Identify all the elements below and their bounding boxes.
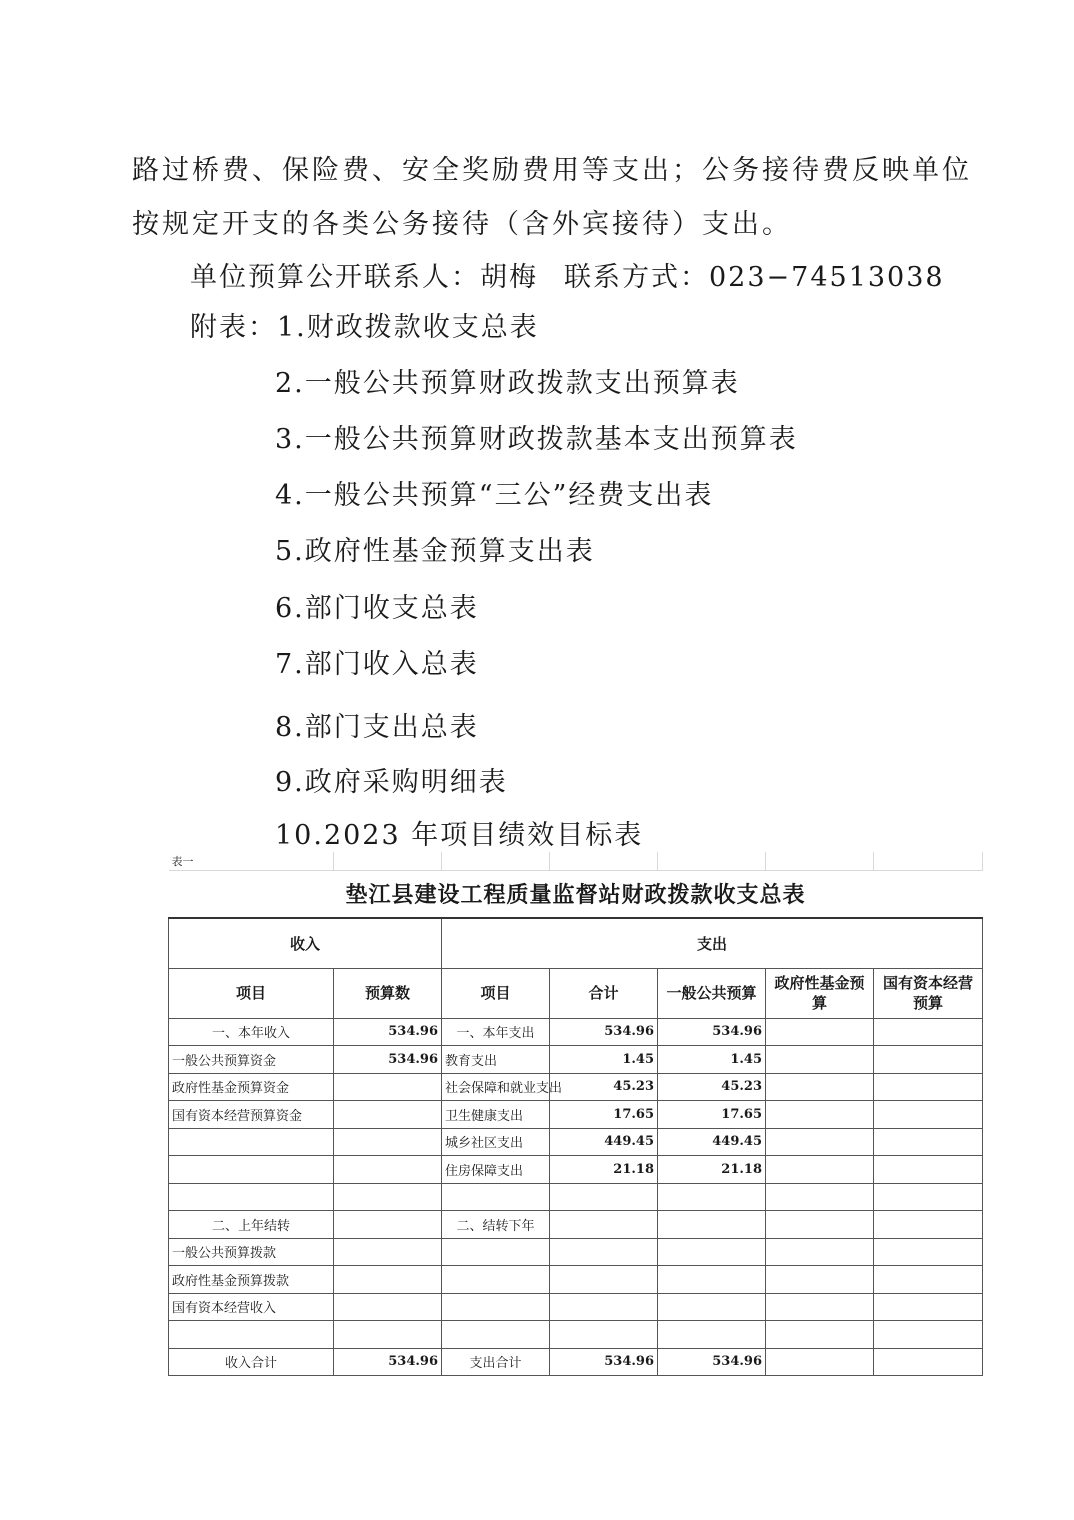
table-cell — [874, 1046, 983, 1074]
table-cell: 1.45 — [550, 1046, 658, 1074]
table-cell: 城乡社区支出 — [442, 1128, 550, 1156]
table-cell — [766, 1101, 874, 1129]
table-cell — [550, 1211, 658, 1239]
table-cell: 534.96 — [334, 1018, 442, 1046]
table-row — [169, 1321, 983, 1349]
table-cell — [334, 1238, 442, 1266]
table-cell: 政府性基金预算拨款 — [169, 1266, 334, 1294]
table-cell — [334, 1293, 442, 1321]
table-cell — [550, 1266, 658, 1294]
table-cell: 449.45 — [550, 1128, 658, 1156]
table-cell — [766, 1183, 874, 1211]
col-header-income-item: 项目 — [169, 968, 334, 1018]
table-cell: 534.96 — [658, 1018, 766, 1046]
table-cell: 449.45 — [658, 1128, 766, 1156]
table-cell: 534.96 — [658, 1348, 766, 1376]
table-cell — [874, 1018, 983, 1046]
table-row — [169, 1211, 983, 1239]
table-cell — [766, 1018, 874, 1046]
col-header-general-budget: 一般公共预算 — [658, 968, 766, 1018]
contact-line — [190, 255, 945, 294]
col-header-fund-budget: 政府性基金预算 — [766, 968, 874, 1018]
col-header-total: 合计 — [550, 968, 658, 1018]
table-cell — [334, 1073, 442, 1101]
table-cell — [766, 1128, 874, 1156]
attachment-item-4: 4.一般公共预算“三公”经费支出表 — [275, 480, 714, 511]
table-cell: 45.23 — [658, 1073, 766, 1101]
table-cell — [334, 1266, 442, 1294]
table-cell: 住房保障支出 — [442, 1156, 550, 1184]
table-cell: 一、本年支出 — [442, 1018, 550, 1046]
table-row — [169, 1046, 983, 1074]
table-title: 垫江县建设工程质量监督站财政拨款收支总表 — [169, 870, 983, 918]
table-cell — [658, 1183, 766, 1211]
contact-person: 单位预算公开联系人：胡梅 — [190, 262, 538, 293]
table-cell: 534.96 — [550, 1348, 658, 1376]
table-cell: 534.96 — [550, 1018, 658, 1046]
table-cell: 收入合计 — [169, 1348, 334, 1376]
attachment-item-5: 5.政府性基金预算支出表 — [275, 536, 595, 567]
table-cell — [874, 1266, 983, 1294]
table-cell — [766, 1238, 874, 1266]
table-cell — [766, 1266, 874, 1294]
table-cell — [442, 1266, 550, 1294]
table-row — [169, 1101, 983, 1129]
table-row — [169, 1183, 983, 1211]
attachment-item-8: 8.部门支出总表 — [275, 712, 479, 743]
table-cell: 二、上年结转 — [169, 1211, 334, 1239]
table-cell — [550, 1183, 658, 1211]
table-cell: 一般公共预算拨款 — [169, 1238, 334, 1266]
table-cell — [334, 1321, 442, 1349]
table-title-row — [169, 870, 983, 918]
table-cell: 21.18 — [550, 1156, 658, 1184]
table-cell: 社会保障和就业支出 — [442, 1073, 550, 1101]
col-header-expense-item: 项目 — [442, 968, 550, 1018]
group-header-row — [169, 918, 983, 968]
attachments-line — [190, 305, 539, 344]
table-cell — [766, 1046, 874, 1074]
expense-group-header: 支出 — [442, 918, 983, 968]
budget-table-image — [168, 852, 982, 1383]
table-cell — [874, 1101, 983, 1129]
table-cell: 国有资本经营预算资金 — [169, 1101, 334, 1129]
table-cell: 支出合计 — [442, 1348, 550, 1376]
table-cell — [766, 1156, 874, 1184]
table-cell — [169, 1156, 334, 1184]
table-row — [169, 1018, 983, 1046]
table-cell — [874, 1238, 983, 1266]
table-cell: 国有资本经营收入 — [169, 1293, 334, 1321]
table-cell: 1.45 — [658, 1046, 766, 1074]
table-cell — [169, 1321, 334, 1349]
attachment-item-2: 2.一般公共预算财政拨款支出预算表 — [275, 368, 740, 399]
table-cell: 534.96 — [334, 1348, 442, 1376]
table-cell — [766, 1293, 874, 1321]
table-cell: 卫生健康支出 — [442, 1101, 550, 1129]
table-cell: 17.65 — [550, 1101, 658, 1129]
attachment-item-3: 3.一般公共预算财政拨款基本支出预算表 — [275, 424, 798, 455]
table-cell — [334, 1156, 442, 1184]
table-cell — [766, 1348, 874, 1376]
table-cell: 45.23 — [550, 1073, 658, 1101]
table-cell — [874, 1348, 983, 1376]
col-header-income-budget: 预算数 — [334, 968, 442, 1018]
attachment-item-9: 9.政府采购明细表 — [275, 767, 508, 798]
table-cell: 17.65 — [658, 1101, 766, 1129]
table-row — [169, 1128, 983, 1156]
table-cell — [334, 1183, 442, 1211]
column-header-row — [169, 968, 983, 1018]
table-cell: 教育支出 — [442, 1046, 550, 1074]
table-cell — [658, 1266, 766, 1294]
table-cell — [874, 1211, 983, 1239]
table-cell — [442, 1183, 550, 1211]
table-cell — [442, 1321, 550, 1349]
table-cell — [766, 1321, 874, 1349]
table-cell — [334, 1101, 442, 1129]
attachments-heading: 附表： — [190, 312, 277, 343]
paragraph-line-1: 路过桥费、保险费、安全奖励费用等支出；公务接待费反映单位 — [132, 155, 972, 186]
attachment-item-7: 7.部门收入总表 — [275, 649, 479, 680]
table-cell — [169, 1183, 334, 1211]
paragraph-line-2: 按规定开支的各类公务接待（含外宾接待）支出。 — [132, 209, 792, 240]
table-row — [169, 1073, 983, 1101]
table-cell — [334, 1211, 442, 1239]
table-cell — [874, 1128, 983, 1156]
income-group-header: 收入 — [169, 918, 442, 968]
table-row — [169, 1293, 983, 1321]
contact-method: 联系方式：023−74513038 — [564, 262, 945, 293]
table-row — [169, 1348, 983, 1376]
table-cell — [334, 1128, 442, 1156]
table-cell — [874, 1293, 983, 1321]
table-cell — [442, 1238, 550, 1266]
table-row — [169, 1238, 983, 1266]
table-cell — [550, 1238, 658, 1266]
sheet-label-row — [169, 852, 983, 870]
table-cell: 一、本年收入 — [169, 1018, 334, 1046]
budget-table — [168, 852, 983, 1376]
table-cell: 二、结转下年 — [442, 1211, 550, 1239]
table-cell — [658, 1321, 766, 1349]
table-cell: 21.18 — [658, 1156, 766, 1184]
table-cell — [874, 1156, 983, 1184]
table-cell — [550, 1293, 658, 1321]
table-cell — [658, 1293, 766, 1321]
table-cell — [442, 1293, 550, 1321]
table-cell: 534.96 — [334, 1046, 442, 1074]
table-cell — [658, 1238, 766, 1266]
table-cell — [874, 1073, 983, 1101]
table-cell: 一般公共预算资金 — [169, 1046, 334, 1074]
attachment-item-6: 6.部门收支总表 — [275, 593, 479, 624]
table-cell — [658, 1211, 766, 1239]
attachment-item-10: 10.2023 年项目绩效目标表 — [275, 820, 644, 851]
sheet-label: 表一 — [169, 852, 334, 870]
col-header-state-capital-budget: 国有资本经营预算 — [874, 968, 983, 1018]
table-cell — [874, 1183, 983, 1211]
table-cell — [766, 1211, 874, 1239]
table-cell — [766, 1073, 874, 1101]
table-row — [169, 1156, 983, 1184]
table-cell — [874, 1321, 983, 1349]
attachment-item-1: 1.财政拨款收支总表 — [277, 312, 539, 343]
table-cell: 政府性基金预算资金 — [169, 1073, 334, 1101]
table-cell — [169, 1128, 334, 1156]
table-row — [169, 1266, 983, 1294]
table-cell — [550, 1321, 658, 1349]
